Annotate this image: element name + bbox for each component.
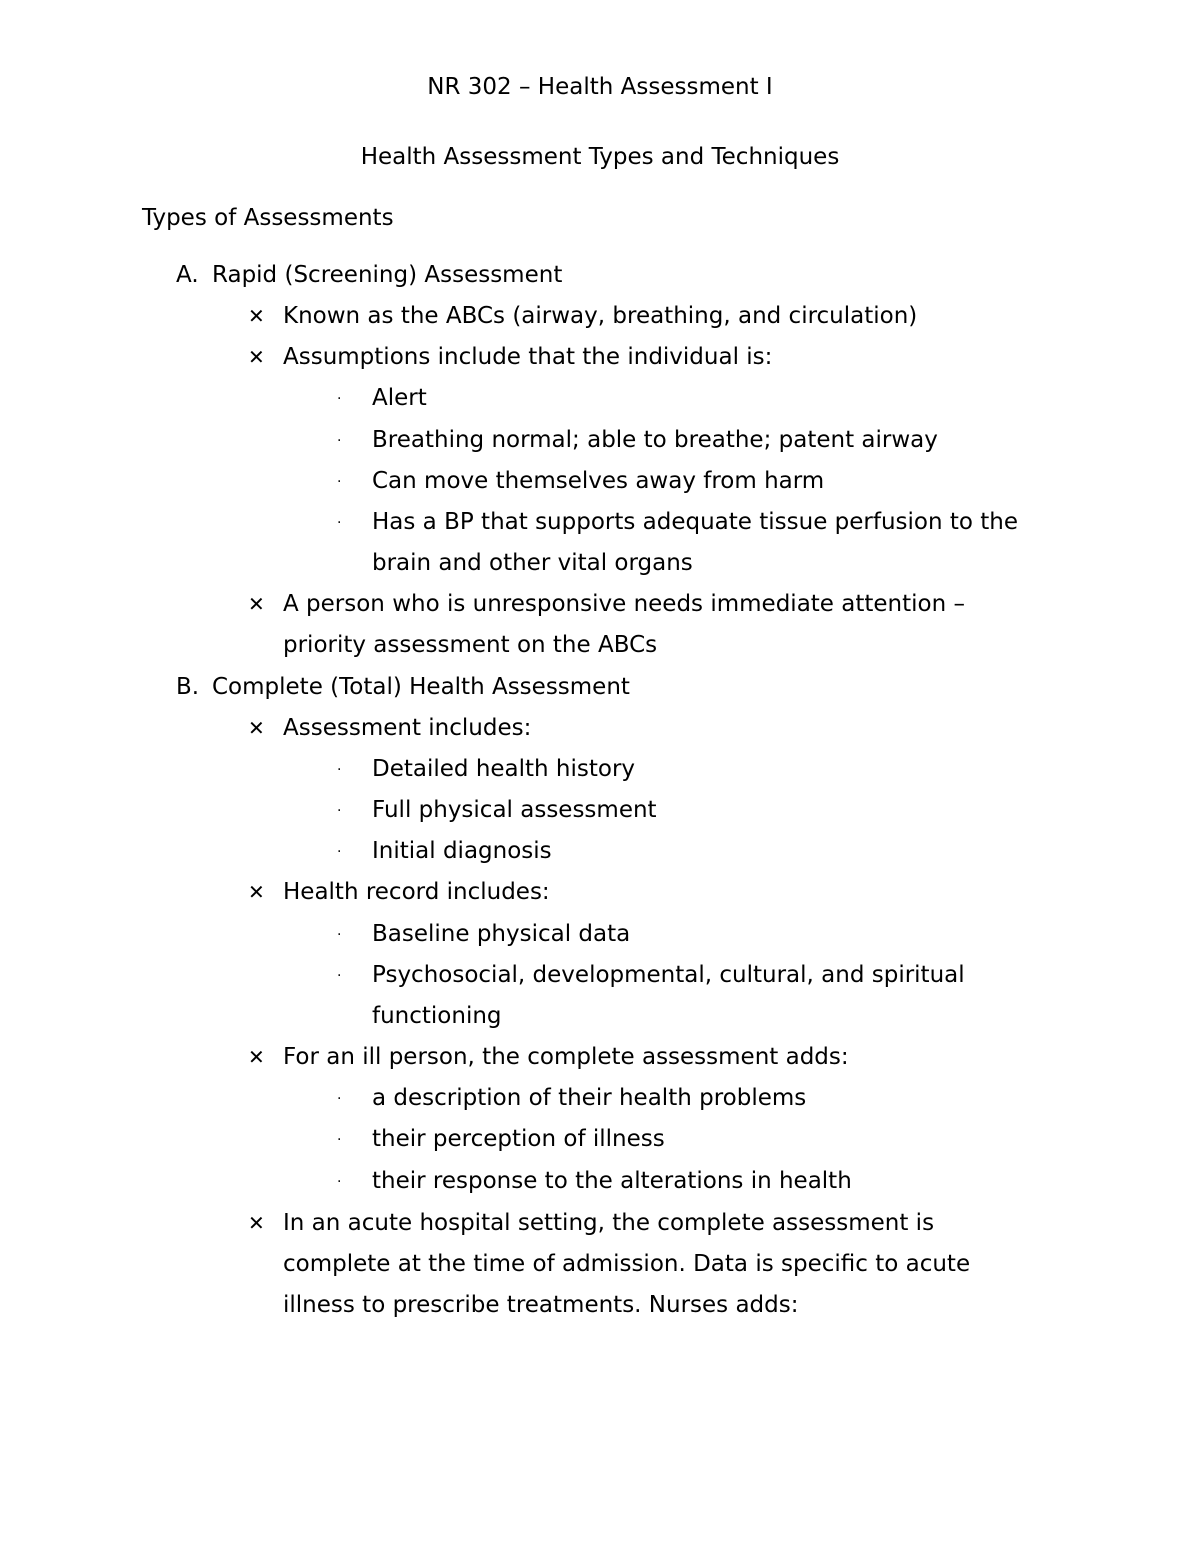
sub-list-item: their perception of illness <box>372 1126 665 1152</box>
dot-bullet-icon: · <box>337 803 342 819</box>
x-bullet-icon: ✕ <box>248 592 265 616</box>
section-a-heading: Rapid (Screening) Assessment <box>212 262 563 288</box>
list-item-continuation: illness to prescribe treatments. Nurses adds: <box>283 1292 799 1318</box>
sub-list-item: Full physical assessment <box>372 797 657 823</box>
dot-bullet-icon: · <box>337 515 342 531</box>
sub-list-item-continuation: functioning <box>372 1003 502 1029</box>
x-bullet-icon: ✕ <box>248 716 265 740</box>
list-item: Assessment includes: <box>283 715 532 741</box>
list-letter-b: B. <box>176 674 200 700</box>
sub-list-item: Psychosocial, developmental, cultural, and spiritual <box>372 962 965 988</box>
sub-list-item: their response to the alterations in health <box>372 1168 852 1194</box>
sub-list-item: Detailed health history <box>372 756 636 782</box>
sub-list-item: Breathing normal; able to breathe; patent airway <box>372 427 938 453</box>
sub-list-item: a description of their health problems <box>372 1085 807 1111</box>
document-title: Health Assessment Types and Techniques <box>360 144 840 170</box>
list-item: Known as the ABCs (airway, breathing, and circulation) <box>283 303 918 329</box>
sub-list-item: Alert <box>372 385 427 411</box>
sub-list-item: Initial diagnosis <box>372 838 552 864</box>
dot-bullet-icon: · <box>337 474 342 490</box>
list-item: In an acute hospital setting, the complete assessment is <box>283 1210 935 1236</box>
list-item: Health record includes: <box>283 879 550 905</box>
sub-list-item: Has a BP that supports adequate tissue perfusion to the <box>372 509 1019 535</box>
sub-list-item: Can move themselves away from harm <box>372 468 825 494</box>
dot-bullet-icon: · <box>337 968 342 984</box>
list-item: For an ill person, the complete assessment adds: <box>283 1044 849 1070</box>
sub-list-item-continuation: brain and other vital organs <box>372 550 693 576</box>
x-bullet-icon: ✕ <box>248 345 265 369</box>
x-bullet-icon: ✕ <box>248 880 265 904</box>
x-bullet-icon: ✕ <box>248 1045 265 1069</box>
dot-bullet-icon: · <box>337 1091 342 1107</box>
dot-bullet-icon: · <box>337 844 342 860</box>
dot-bullet-icon: · <box>337 762 342 778</box>
list-item-continuation: complete at the time of admission. Data is specific to acute <box>283 1251 971 1277</box>
dot-bullet-icon: · <box>337 391 342 407</box>
list-letter-a: A. <box>176 262 199 288</box>
x-bullet-icon: ✕ <box>248 304 265 328</box>
section-b-heading: Complete (Total) Health Assessment <box>212 674 630 700</box>
dot-bullet-icon: · <box>337 1174 342 1190</box>
x-bullet-icon: ✕ <box>248 1211 265 1235</box>
list-item: Assumptions include that the individual is: <box>283 344 773 370</box>
course-title: NR 302 – Health Assessment I <box>427 74 773 100</box>
dot-bullet-icon: · <box>337 927 342 943</box>
sub-list-item: Baseline physical data <box>372 921 631 947</box>
list-item-continuation: priority assessment on the ABCs <box>283 632 658 658</box>
section-heading: Types of Assessments <box>142 205 394 231</box>
list-item: A person who is unresponsive needs immediate attention – <box>283 591 965 617</box>
dot-bullet-icon: · <box>337 433 342 449</box>
dot-bullet-icon: · <box>337 1132 342 1148</box>
